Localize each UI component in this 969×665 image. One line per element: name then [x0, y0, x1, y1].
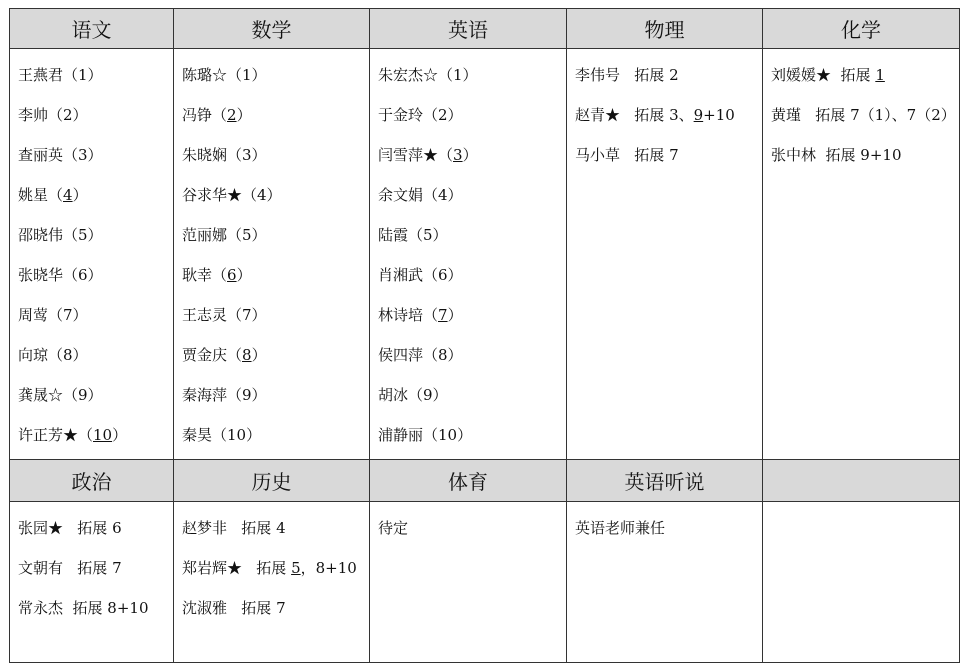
teacher-text: 9 [693, 106, 704, 124]
teacher-line [182, 99, 369, 139]
teacher-line [182, 139, 369, 179]
teacher-text: 范丽娜（5） [182, 226, 267, 244]
teacher-text: 4 [63, 186, 73, 204]
teacher-line [18, 512, 173, 552]
teacher-text: ） [447, 306, 463, 324]
teacher-text: 朱晓娴（3） [182, 146, 267, 164]
teacher-text: 周莺（7） [18, 306, 88, 324]
teacher-text: 文朝有 拓展 7 [18, 559, 122, 577]
body-row-2 [10, 502, 960, 663]
header-cell: 体育 [370, 460, 567, 502]
teacher-text: 闫雪萍★（ [378, 146, 454, 164]
teacher-text: 陆霞（5） [378, 226, 448, 244]
teacher-text: 刘媛媛★ 拓展 [771, 66, 876, 84]
teacher-cell [567, 502, 763, 663]
teacher-text: 李帅（2） [18, 106, 88, 124]
teacher-cell [763, 49, 960, 460]
teacher-text: 张中林 拓展 9+10 [771, 146, 902, 164]
teacher-cell [174, 502, 370, 663]
teacher-cell [10, 49, 174, 460]
teacher-text: +10 [703, 106, 735, 124]
teacher-line [182, 379, 369, 419]
teacher-line [378, 99, 566, 139]
teacher-text: 肖湘武（6） [378, 266, 463, 284]
teacher-text: 向琼（8） [18, 346, 88, 364]
teacher-text: ） [236, 106, 252, 124]
teacher-text: 查丽英（3） [18, 146, 103, 164]
teacher-text: 冯铮（ [182, 106, 228, 124]
teacher-line [378, 299, 566, 339]
teacher-text: ） [72, 186, 88, 204]
header-cell: 物理 [567, 9, 763, 49]
teacher-cell [10, 502, 174, 663]
header-cell: 英语 [370, 9, 567, 49]
teacher-cell [174, 49, 370, 460]
header-row-1 [10, 9, 960, 49]
teacher-text: 黄瑾 拓展 7（1）、7（2） [771, 106, 956, 124]
teacher-text: 常永杰 拓展 8+10 [18, 599, 149, 617]
teacher-line [182, 219, 369, 259]
teacher-line [18, 139, 173, 179]
teacher-line [18, 219, 173, 259]
header-cell: 政治 [10, 460, 174, 502]
teacher-cell [763, 502, 960, 663]
teacher-line [771, 59, 959, 99]
teacher-text: ，8+10 [300, 559, 357, 577]
teacher-line [378, 179, 566, 219]
teacher-line [378, 59, 566, 99]
teacher-line [182, 592, 369, 632]
teacher-line [182, 59, 369, 99]
header-cell: 化学 [763, 9, 960, 49]
teacher-cell [370, 49, 567, 460]
teacher-text: 耿幸（ [182, 266, 228, 284]
teacher-text: 待定 [378, 519, 409, 537]
teacher-text: 林诗培（ [378, 306, 439, 324]
body-row-1 [10, 49, 960, 460]
teacher-text: 朱宏杰☆（1） [378, 66, 478, 84]
teacher-text: 胡冰（9） [378, 386, 448, 404]
teacher-text: 8 [242, 346, 252, 364]
teacher-line [182, 419, 369, 459]
teacher-text: 龚晟☆（9） [18, 386, 103, 404]
teacher-text: 1 [875, 66, 885, 84]
teacher-text: 余文娟（4） [378, 186, 463, 204]
teacher-line [378, 139, 566, 179]
teacher-text: 6 [227, 266, 237, 284]
teacher-line [18, 259, 173, 299]
header-row-2 [10, 460, 960, 502]
teacher-line [378, 419, 566, 459]
teacher-line [18, 59, 173, 99]
teacher-text: 2 [227, 106, 237, 124]
teacher-text: ） [236, 266, 252, 284]
teacher-line [771, 139, 959, 179]
teacher-text: 7 [438, 306, 448, 324]
teacher-line [378, 512, 566, 552]
header-cell [763, 460, 960, 502]
teacher-line [18, 592, 173, 632]
teacher-text: 3 [453, 146, 463, 164]
teacher-line [575, 99, 762, 139]
teacher-text: 沈淑雅 拓展 7 [182, 599, 286, 617]
teacher-line [182, 179, 369, 219]
header-cell: 历史 [174, 460, 370, 502]
teacher-text: 侯四萍（8） [378, 346, 463, 364]
teacher-text: 邵晓伟（5） [18, 226, 103, 244]
teacher-line [18, 419, 173, 459]
teacher-text: 王燕君（1） [18, 66, 103, 84]
teacher-text: 姚星（ [18, 186, 64, 204]
teacher-cell [567, 49, 763, 460]
teacher-text: 5 [291, 559, 301, 577]
teacher-text: 李伟号 拓展 2 [575, 66, 679, 84]
teacher-line [378, 379, 566, 419]
teacher-line [378, 339, 566, 379]
teacher-text: ） [112, 426, 128, 444]
teacher-text: 谷求华★（4） [182, 186, 282, 204]
teacher-line [575, 59, 762, 99]
teacher-text: 秦昊（10） [182, 426, 262, 444]
teacher-text: 赵青★ 拓展 3、 [575, 106, 694, 124]
teacher-line [182, 299, 369, 339]
teacher-text: 陈璐☆（1） [182, 66, 267, 84]
teacher-line [18, 99, 173, 139]
teacher-line [182, 259, 369, 299]
header-cell: 数学 [174, 9, 370, 49]
teacher-line [182, 339, 369, 379]
teacher-line [575, 139, 762, 179]
teacher-line [182, 512, 369, 552]
header-cell: 英语听说 [567, 460, 763, 502]
teacher-cell [370, 502, 567, 663]
teacher-text: 张园★ 拓展 6 [18, 519, 122, 537]
teacher-text: 贾金庆（ [182, 346, 243, 364]
teacher-line [18, 379, 173, 419]
teacher-line [182, 552, 369, 592]
teacher-line [771, 99, 959, 139]
teacher-line [18, 299, 173, 339]
teacher-text: 10 [93, 426, 113, 444]
teacher-line [378, 219, 566, 259]
teacher-text: 郑岩辉★ 拓展 [182, 559, 292, 577]
teacher-text: 秦海萍（9） [182, 386, 267, 404]
header-cell: 语文 [10, 9, 174, 49]
assignment-table [9, 8, 960, 663]
teacher-text: 于金玲（2） [378, 106, 463, 124]
teacher-text: 浦静丽（10） [378, 426, 473, 444]
teacher-line [18, 552, 173, 592]
teacher-line [378, 259, 566, 299]
teacher-line [18, 339, 173, 379]
teacher-line [18, 179, 173, 219]
teacher-text: 王志灵（7） [182, 306, 267, 324]
teacher-text: 赵梦非 拓展 4 [182, 519, 286, 537]
teacher-text: ） [251, 346, 267, 364]
teacher-text: 马小草 拓展 7 [575, 146, 679, 164]
teacher-text: 英语老师兼任 [575, 519, 666, 537]
teacher-text: 张晓华（6） [18, 266, 103, 284]
teacher-line [575, 512, 762, 552]
teacher-text: 许正芳★（ [18, 426, 94, 444]
teacher-text: ） [462, 146, 478, 164]
